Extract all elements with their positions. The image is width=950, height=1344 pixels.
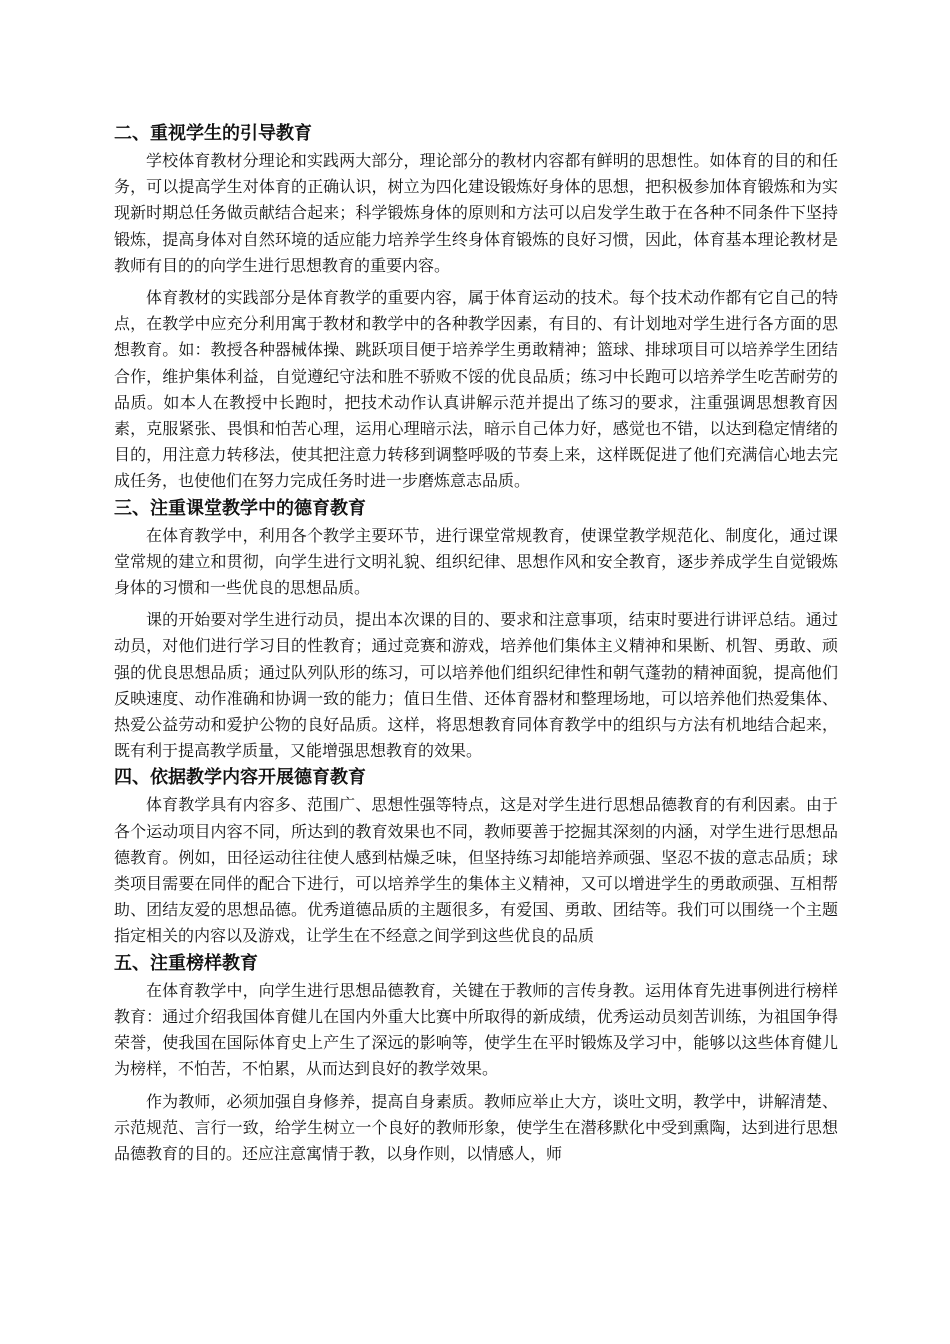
- section-heading: 三、注重课堂教学中的德育教育: [114, 497, 366, 519]
- paragraph: 课的开始要对学生进行动员，提出本次课的目的、要求和注意事项，结束时要进行讲评总结。通过动员，对他们进行学习目的性教育；通过竞赛和游戏，培养他们集体主义精神和果断、机智、勇敢、顽强的优良思想品质；通过队列队形的练习，可以培养他们组织纪律性和朝气蓬勃的精神面貌，提高他们反映速度、动作准确和协调一致的能力；值日生借、还体育器材和整理场地，可以培养他们热爱集体、热爱公益劳动和爱护公物的良好品质。这样，将思想教育同体育教学中的组织与方法有机地结合起来，既有利于提高教学质量，又能增强思想教育的效果。: [114, 610, 838, 761]
- section-heading: 五、注重榜样教育: [114, 952, 258, 974]
- paragraph: 体育教材的实践部分是体育教学的重要内容，属于体育运动的技术。每个技术动作都有它自己的特点，在教学中应充分利用寓于教材和教学中的各种教学因素，有目的、有计划地对学生进行各方面的思想教育。如：教授各种器械体操、跳跃项目便于培养学生勇敢精神；篮球、排球项目可以培养学生团结合作，维护集体利益，自觉遵纪守法和胜不骄败不馁的优良品质；练习中长跑可以培养学生吃苦耐劳的品质。如本人在教授中长跑时，把技术动作认真讲解示范并提出了练习的要求，注重强调思想教育因素，克服紧张、畏惧和怕苦心理，运用心理暗示法，暗示自己体力好，感觉也不错，以达到稳定情绪的目的，用注意力转移法，使其把注意力转移到调整呼吸的节奏上来，这样既促进了他们充满信心地去完成任务，也使他们在努力完成任务时进一步磨炼意志品质。: [114, 288, 838, 491]
- section-5: [114, 950, 838, 1167]
- document-body: [114, 120, 838, 1167]
- section-3: [114, 495, 838, 765]
- section-2: [114, 120, 838, 495]
- section-4: [114, 764, 838, 949]
- paragraph: 体育教学具有内容多、范围广、思想性强等特点，这是对学生进行思想品德教育的有利因素。由于各个运动项目内容不同，所达到的教育效果也不同，教师要善于挖掘其深刻的内涵，对学生进行思想品德教育。例如，田径运动往往使人感到枯燥乏味，但坚持练习却能培养顽强、坚忍不拔的意志品质；球类项目需要在同伴的配合下进行，可以培养学生的集体主义精神，又可以增进学生的勇敢顽强、互相帮助、团结友爱的思想品德。优秀道德品质的主题很多，有爱国、勇敢、团结等。我们可以围绕一个主题指定相关的内容以及游戏，让学生在不经意之间学到这些优良的品质: [114, 795, 838, 946]
- paragraph: 在体育教学中，向学生进行思想品德教育，关键在于教师的言传身教。运用体育先进事例进行榜样教育：通过介绍我国体育健儿在国内外重大比赛中所取得的新成绩，优秀运动员刻苦训练，为祖国争得荣誉，使我国在国际体育史上产生了深远的影响等，使学生在平时锻炼及学习中，能够以这些体育健儿为榜样，不怕苦，不怕累，从而达到良好的教学效果。: [114, 980, 838, 1079]
- section-heading: 四、依据教学内容开展德育教育: [114, 767, 366, 789]
- paragraph: 在体育教学中，利用各个教学主要环节，进行课堂常规教育，使课堂教学规范化、制度化，通过课堂常规的建立和贯彻，向学生进行文明礼貌、组织纪律、思想作风和安全教育，逐步养成学生自觉锻炼身体的习惯和一些优良的思想品质。: [114, 525, 838, 598]
- paragraph: 作为教师，必须加强自身修养，提高自身素质。教师应举止大方，谈吐文明，教学中，讲解清楚、示范规范、言行一致，给学生树立一个良好的教师形象，使学生在潜移默化中受到熏陶，达到进行思想品德教育的目的。还应注意寓情于教，以身作则，以情感人，师: [114, 1091, 838, 1163]
- section-heading: 二、重视学生的引导教育: [114, 123, 312, 144]
- paragraph: 学校体育教材分理论和实践两大部分，理论部分的教材内容都有鲜明的思想性。如体育的目的和任务，可以提高学生对体育的正确认识，树立为四化建设锻炼好身体的思想，把积极参加体育锻炼和为实现新时期总任务做贡献结合起来；科学锻炼身体的原则和方法可以启发学生敢于在各种不同条件下坚持锻炼，提高身体对自然环境的适应能力培养学生终身体育锻炼的良好习惯，因此，体育基本理论教材是教师有目的的向学生进行思想教育的重要内容。: [114, 151, 838, 275]
